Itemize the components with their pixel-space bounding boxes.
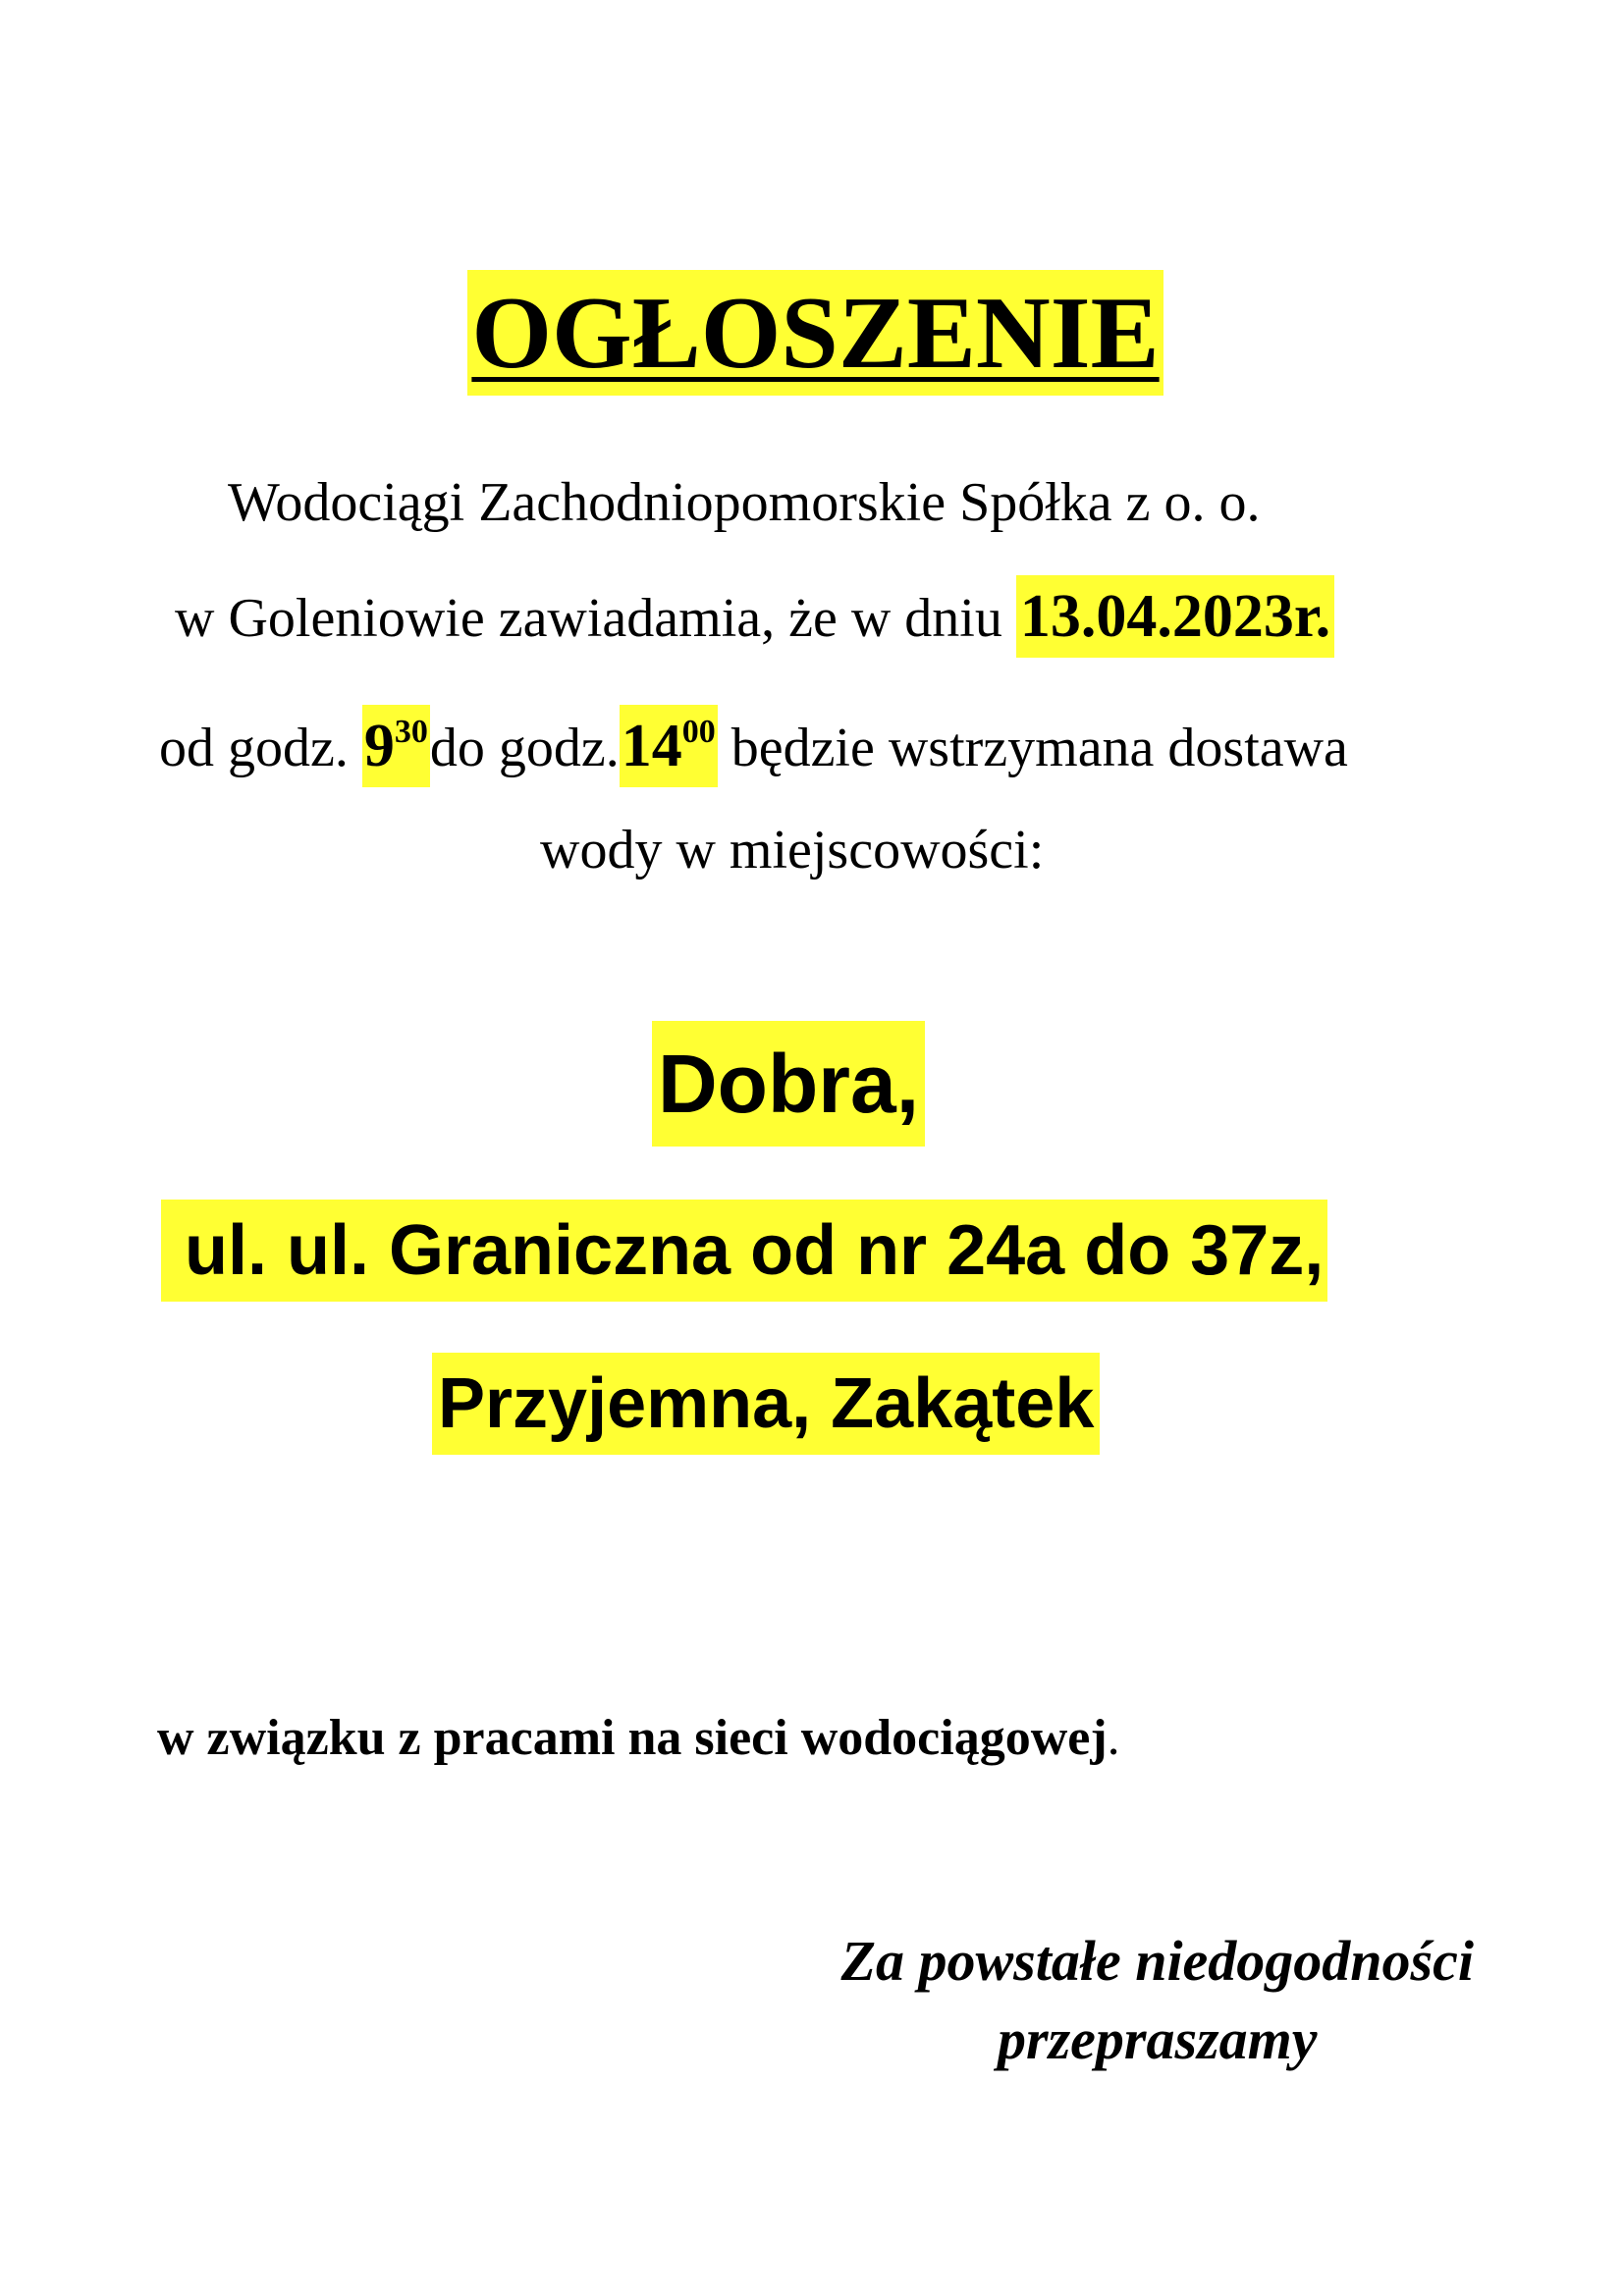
locality-line: wody w miejscowości: [540,820,1045,881]
reason-text: w związku z pracami na sieci wodociągowej [157,1710,1108,1766]
apology-block [841,1922,1474,2079]
time-suffix: będzie wstrzymana dostawa [717,718,1348,778]
apology-line-2: przepraszamy [998,2007,1318,2071]
end-minutes: 00 [681,714,716,750]
street-line-2: Przyjemna, Zakątek [432,1353,1100,1455]
end-hour: 14 [621,713,682,779]
apology-line-1: Za powstałe niedogodności [840,1929,1474,1993]
time-prefix: od godz. [159,718,362,778]
street-line-1: ul. ul. Graniczna od nr 24a do 37z, [161,1200,1327,1302]
notice-title: OGŁOSZENIE [467,270,1163,396]
company-line: Wodociągi Zachodniopomorskie Spółka z o. o. [228,472,1261,533]
start-minutes: 30 [394,714,428,750]
end-time [620,705,718,787]
reason-line [157,1704,1120,1773]
announcement-text: w Goleniowie zawiadamia, że w dniu [175,588,1016,649]
outage-date: 13.04.2023r. [1016,575,1334,658]
reason-period: . [1107,1710,1120,1766]
time-middle: do godz. [429,718,620,778]
title-row [0,270,1623,396]
start-time [362,705,430,787]
time-line [159,705,1348,787]
start-hour: 9 [363,713,395,779]
announcement-line [175,575,1334,658]
place-name: Dobra, [652,1021,925,1147]
